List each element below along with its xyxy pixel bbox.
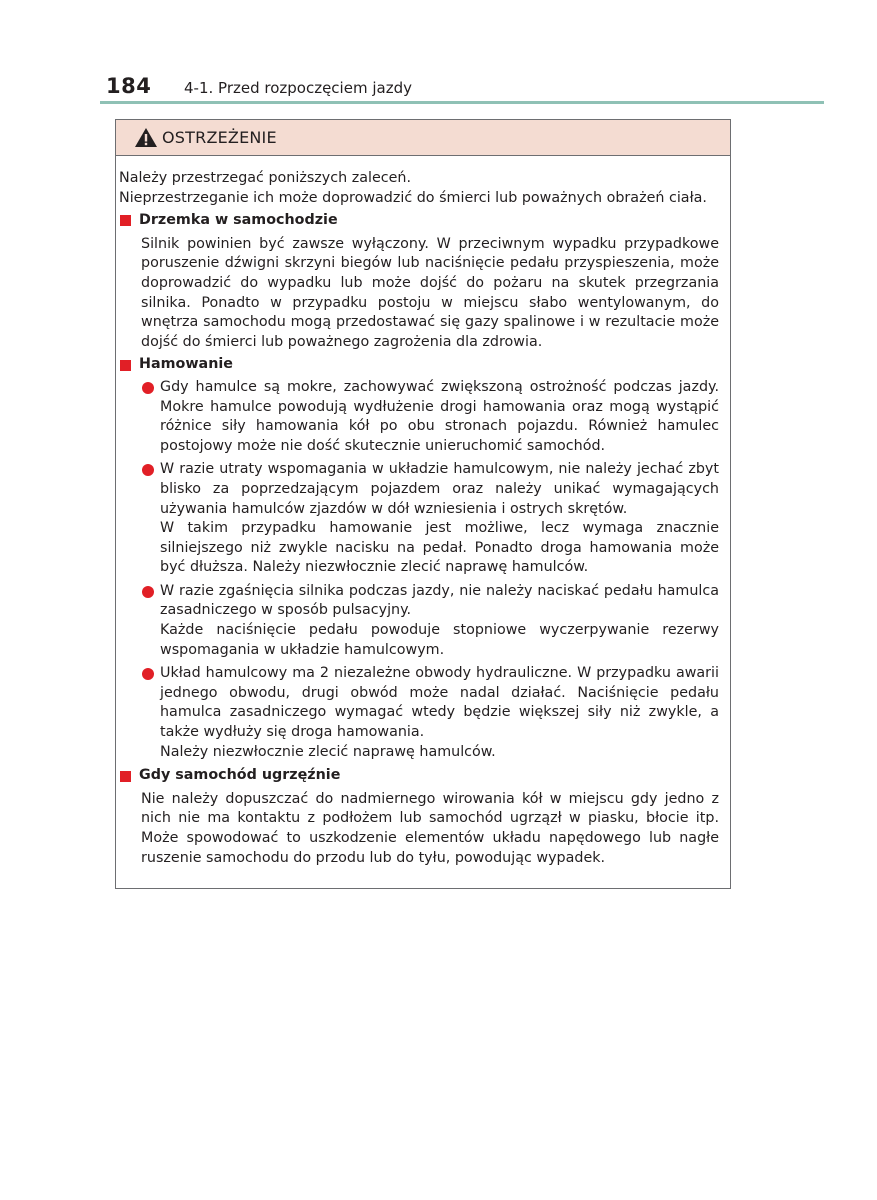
- warning-body: [119, 169, 719, 871]
- bullet-text: W razie utraty wspomagania w układzie hamulcowym, nie należy jechać zbyt blisko za poprzedzającym pojazdem oraz należy unikać wymagających używania hamulców zjazdów w dół wzniesienia i ostrych skrętów.: [160, 461, 719, 517]
- section-heading: [119, 766, 719, 786]
- section-paragraph: Silnik powinien być zawsze wyłączony. W przeciwnym wypadku przypadkowe poruszenie dźwigni skrzyni biegów lub naciśnięcie pedału przyspieszenia, może doprowadzić do wypadku lub może dojść do pożaru na skutek przegrzania silnika. Ponadto w przypadku postoju w miejscu słabo wentylowanym, do wnętrza samochodu mogą przedostawać się gazy spalinowe i w rezultacie może dojść do śmierci lub poważnego zagrożenia dla zdrowia.: [141, 235, 719, 350]
- bullet-text: W razie zgaśnięcia silnika podczas jazdy, nie należy naciskać pedału hamulca zasadniczego w sposób pulsacyjny.: [160, 582, 719, 619]
- intro-line: Nieprzestrzeganie ich może doprowadzić do śmierci lub poważnych obrażeń ciała.: [119, 189, 707, 206]
- page-number: 184: [106, 74, 152, 98]
- bullet-text: Każde naciśnięcie pedału powoduje stopniowe wyczerpywanie rezerwy wspomagania w układzie hamulcowym.: [160, 622, 719, 658]
- intro-line: Należy przestrzegać poniższych zaleceń.: [119, 170, 411, 186]
- red-dot-icon: [142, 668, 154, 680]
- red-dot-icon: [142, 382, 154, 394]
- bullet-item: [119, 460, 719, 578]
- red-dot-icon: [142, 586, 154, 598]
- bullet-text: Układ hamulcowy ma 2 niezależne obwody hydrauliczne. W przypadku awarii jednego obwodu, drugi obwód może nadal działać. Naciśnięcie pedału hamulca zasadniczego wymagać wtedy będzie większej siły niż zwykle, a także wydłuży się droga hamowania.: [160, 665, 719, 741]
- red-dot-icon: [142, 464, 154, 476]
- bullet-item: [119, 378, 719, 456]
- section-heading: [119, 211, 719, 231]
- bullet-text: W takim przypadku hamowanie jest możliwe, lecz wymaga znacznie silniejszego niż zwykle nacisku na pedał. Ponadto droga hamowania może być dłuższa. Należy niezwłocznie zlecić naprawę hamulców.: [160, 520, 719, 576]
- bullet-item: [119, 664, 719, 762]
- section-heading-text: Drzemka w samochodzie: [139, 212, 338, 229]
- bullet-text: Gdy hamulce są mokre, zachowywać zwiększoną ostrożność podczas jazdy. Mokre hamulce powodują wydłużenie drogi hamowania oraz mogą wystąpić różnice siły hamowania kół po obu stronach pojazdu. Również hamulec postojowy może nie dość skutecznie unieruchomić samochód.: [160, 378, 719, 454]
- bullet-item: [119, 582, 719, 660]
- section-heading-text: Gdy samochód ugrzęźnie: [139, 767, 341, 784]
- section-heading-text: Hamowanie: [139, 356, 233, 373]
- section-heading: [119, 355, 719, 375]
- section-paragraph: Nie należy dopuszczać do nadmiernego wirowania kół w miejscu gdy jedno z nich nie ma kontaktu z podłożem lub samochód ugrzązł w piasku, błocie itp. Może spowodować to uszkodzenie elementów układu napędowego lub nagłe ruszenie samochodu do przodu lub do tyłu, powodując wypadek.: [141, 790, 719, 866]
- warning-box: [115, 119, 731, 889]
- bullet-text: Należy niezwłocznie zlecić naprawę hamulców.: [160, 743, 496, 760]
- page-header: [100, 72, 824, 106]
- warning-triangle-icon: [134, 127, 158, 148]
- warning-header: [116, 120, 730, 156]
- red-square-icon: [120, 215, 131, 226]
- red-square-icon: [120, 360, 131, 371]
- chapter-title: 4-1. Przed rozpoczęciem jazdy: [184, 79, 412, 97]
- intro: [119, 169, 719, 208]
- header-divider: [100, 101, 824, 104]
- red-square-icon: [120, 771, 131, 782]
- warning-title: OSTRZEŻENIE: [162, 128, 277, 147]
